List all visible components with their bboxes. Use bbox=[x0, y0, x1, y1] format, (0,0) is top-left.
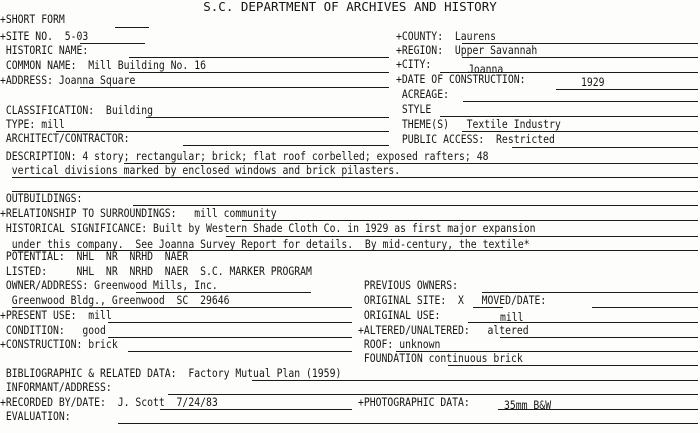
foundation-underline bbox=[448, 365, 698, 366]
photographic-label: +PHOTOGRAPHIC DATA: bbox=[358, 395, 470, 409]
description-underline-3 bbox=[12, 191, 698, 192]
construction-underline bbox=[128, 351, 352, 352]
city-label: +CITY: bbox=[396, 57, 432, 71]
construction-field: +CONSTRUCTION: brick bbox=[0, 337, 118, 351]
region-underline bbox=[462, 57, 698, 58]
condition-field: CONDITION: good bbox=[0, 323, 106, 337]
potential-field: POTENTIAL: NHL NR NRHD NAER bbox=[0, 249, 189, 263]
condition-underline bbox=[108, 337, 352, 338]
bibliographic-field: BIBLIOGRAPHIC & RELATED DATA: Factory Mutual Plan (1959) bbox=[0, 366, 342, 380]
altered-field: +ALTERED/UNALTERED: altered bbox=[358, 323, 529, 337]
original-use-value: mill bbox=[500, 310, 524, 324]
city-underline bbox=[440, 72, 698, 73]
significance-underline-2 bbox=[12, 250, 698, 251]
common-name-underline bbox=[129, 72, 389, 73]
county-underline bbox=[462, 43, 698, 44]
style-field: STYLE bbox=[396, 102, 432, 116]
significance-line-2: under this company. See Joanna Survey Report for details. By mid-century, the textile* bbox=[0, 237, 530, 251]
photographic-underline bbox=[498, 409, 698, 410]
architect-field: ARCHITECT/CONTRACTOR: bbox=[0, 131, 130, 145]
bibliographic-underline bbox=[252, 380, 698, 381]
common-name-field: COMMON NAME: Mill Building No. 16 bbox=[0, 58, 206, 72]
form-header: S.C. DEPARTMENT OF ARCHIVES AND HISTORY bbox=[203, 0, 497, 14]
moved-date-underline bbox=[592, 307, 698, 308]
acreage-underline bbox=[463, 101, 698, 102]
style-underline bbox=[440, 116, 698, 117]
informant-field: INFORMANT/ADDRESS: bbox=[0, 380, 112, 394]
classification-underline bbox=[146, 117, 389, 118]
site-no-field: +SITE NO. 5-03 bbox=[0, 29, 89, 43]
date-underline bbox=[556, 89, 698, 90]
description-line-2: vertical divisions marked by enclosed windows and brick pilasters. bbox=[0, 163, 401, 177]
theme-field: THEME(S) Textile Industry bbox=[396, 117, 561, 131]
listed-field: LISTED: NHL NR NRHD NAER S.C. MARKER PROGRAM bbox=[0, 264, 312, 278]
description-underline-2 bbox=[12, 177, 698, 178]
public-access-underline bbox=[512, 147, 698, 148]
relationship-underline bbox=[242, 220, 698, 221]
evaluation-field: EVALUATION: bbox=[0, 409, 71, 423]
evaluation-underline bbox=[118, 423, 698, 424]
owner-underline bbox=[136, 292, 311, 293]
type-field: TYPE: mill bbox=[0, 117, 65, 131]
altered-underline bbox=[500, 337, 698, 338]
theme-underline bbox=[462, 131, 698, 132]
architect-underline bbox=[183, 145, 389, 146]
significance-underline-1 bbox=[226, 236, 698, 237]
address-field: +ADDRESS: Joanna Square bbox=[0, 73, 136, 87]
historic-name-underline bbox=[129, 57, 389, 58]
significance-line-1: HISTORICAL SIGNIFICANCE: Built by Western Shade Cloth Co. in 1929 as first major expansion bbox=[0, 221, 536, 235]
original-site-underline bbox=[473, 307, 503, 308]
short-form-label: +SHORT FORM bbox=[0, 12, 65, 26]
site-no-underline bbox=[80, 43, 145, 44]
original-use-underline bbox=[468, 322, 698, 323]
date-label: +DATE OF CONSTRUCTION: bbox=[396, 72, 526, 86]
recorded-underline bbox=[160, 409, 352, 410]
region-field: +REGION: Upper Savannah bbox=[396, 43, 538, 57]
city-value: Joanna bbox=[468, 62, 504, 76]
county-field: +COUNTY: Laurens bbox=[396, 29, 497, 43]
original-use-label: ORIGINAL USE: bbox=[358, 308, 441, 322]
roof-field: ROOF: unknown bbox=[358, 337, 441, 351]
recorded-field: +RECORDED BY/DATE: J. Scott 7/24/83 bbox=[0, 395, 218, 409]
previous-owners-field: PREVIOUS OWNERS: bbox=[358, 278, 459, 292]
owner-address: Greenwood Bldg., Greenwood SC 29646 bbox=[0, 293, 230, 307]
informant-underline bbox=[168, 394, 698, 395]
photographic-value: 35mm B&W bbox=[504, 398, 552, 412]
outbuildings-field: OUTBUILDINGS: bbox=[0, 191, 83, 205]
relationship-field: +RELATIONSHIP TO SURROUNDINGS: mill community bbox=[0, 206, 277, 220]
public-access-field: PUBLIC ACCESS: Restricted bbox=[396, 132, 555, 146]
present-use-field: +PRESENT USE: mill bbox=[0, 308, 112, 322]
acreage-field: ACREAGE: bbox=[396, 87, 449, 101]
present-use-underline bbox=[108, 322, 352, 323]
classification-field: CLASSIFICATION: Building bbox=[0, 103, 154, 117]
owner-field: OWNER/ADDRESS: Greenwood Mills, Inc. bbox=[0, 278, 218, 292]
previous-owners-underline bbox=[482, 292, 698, 293]
foundation-field: FOUNDATION continuous brick bbox=[358, 351, 523, 365]
outbuildings-underline bbox=[133, 205, 698, 206]
date-value: 1929 bbox=[581, 75, 605, 89]
short-form-underline bbox=[115, 27, 149, 28]
original-site-field: ORIGINAL SITE: X MOVED/DATE: bbox=[358, 293, 547, 307]
historic-name-field: HISTORIC NAME: bbox=[0, 43, 89, 57]
address-underline bbox=[80, 87, 389, 88]
owner-address-underline bbox=[12, 307, 352, 308]
type-underline bbox=[56, 131, 389, 132]
description-underline-1 bbox=[124, 163, 698, 164]
description-line-1: DESCRIPTION: 4 story; rectangular; brick; flat roof corbelled; exposed rafters; 48 bbox=[0, 149, 489, 163]
roof-underline bbox=[396, 351, 698, 352]
